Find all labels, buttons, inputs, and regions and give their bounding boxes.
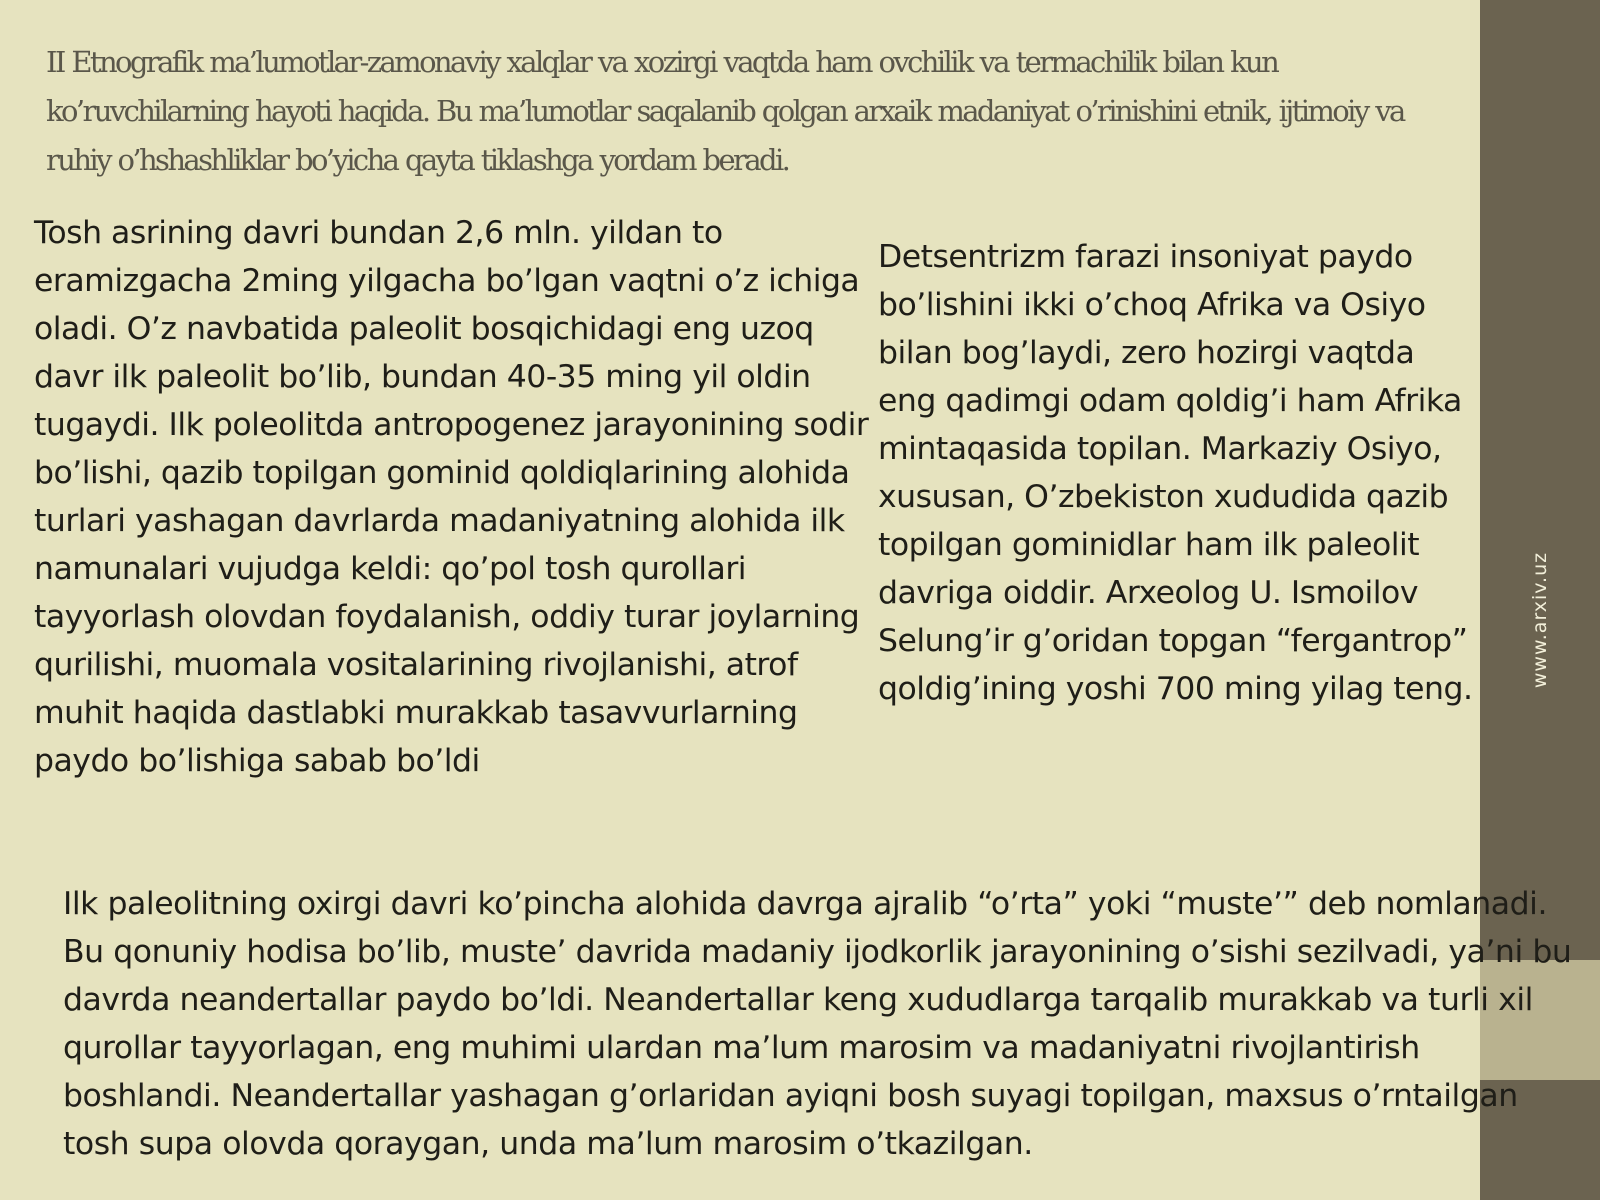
watermark-label: www.arxiv.uz xyxy=(1529,551,1551,689)
bottom-paragraph: Ilk paleolitning oxirgi davri ko’pincha alohida davrga ajralib “o’rta” yoki “muste’” deb nomlanadi. Bu qonuniy hodisa bo’lib, muste’ davrida madaniy ijodkorlik jarayonining o’sishi sezilvadi, ya’ni bu davrda neandertallar paydo bo’ldi. Neandertallar keng xududlarga tarqalib murakkab va turli xil qurollar tayyorlagan, eng muhimi ulardan ma’lum marosim va madaniyatni rivojlantirish boshlandi. Neandertallar yashagan g’orlaridan ayiqni bosh suyagi topilgan, maxsus o’rntailgan tosh supa olovda qoraygan, unda ma’lum marosim o’tkazilgan. xyxy=(63,886,1572,1162)
left-column-paragraph: Tosh asrining davri bundan 2,6 mln. yildan to eramizgacha 2ming yilgacha bo’lgan vaqtni o’z ichiga oladi. O’z navbatida paleolit bosqichidagi eng uzoq davr ilk paleolit bo’lib, bundan 40-35 ming yil oldin tugaydi. Ilk poleolitda antropogenez jarayonining sodir bo’lishi, qazib topilgan gominid qoldiqlarining alohida turlari yashagan davrlarda madaniyatning alohida ilk namunalari vujudga keldi: qo’pol tosh qurollari tayyorlash olovdan foydalanish, oddiy turar joylarning qurilishi, muomala vositalarining rivojlanishi, atrof muhit haqida dastlabki murakkab tasavvurlarning paydo bo’lishiga sabab bo’ldi xyxy=(34,215,869,779)
right-column-paragraph: Detsentrizm farazi insoniyat paydo bo’lishini ikki o’choq Afrika va Osiyo bilan bog’laydi, zero hozirgi vaqtda eng qadimgi odam qoldig’i ham Afrika mintaqasida topilan. Markaziy Osiyo, xususan, O’zbekiston xududida qazib topilgan gominidlar ham ilk paleolit davriga oiddir. Arxeolog U. Ismoilov Selung’ir g’oridan topgan “fergantrop” qoldig’ining yoshi 700 ming yilag teng. xyxy=(878,239,1473,707)
header-paragraph: II Etnografik ma’lumotlar-zamonaviy xalqlar va xozirgi vaqtda ham ovchilik va termachilik bilan kun ko’ruvchilarning hayoti haqida. Bu ma’lumotlar saqalanib qolgan arxaik madaniyat o’rinishini etnik, ijtimoiy va ruhiy o’hshashliklar bo’yicha qayta tiklashga yordam beradi. xyxy=(46,45,1404,177)
